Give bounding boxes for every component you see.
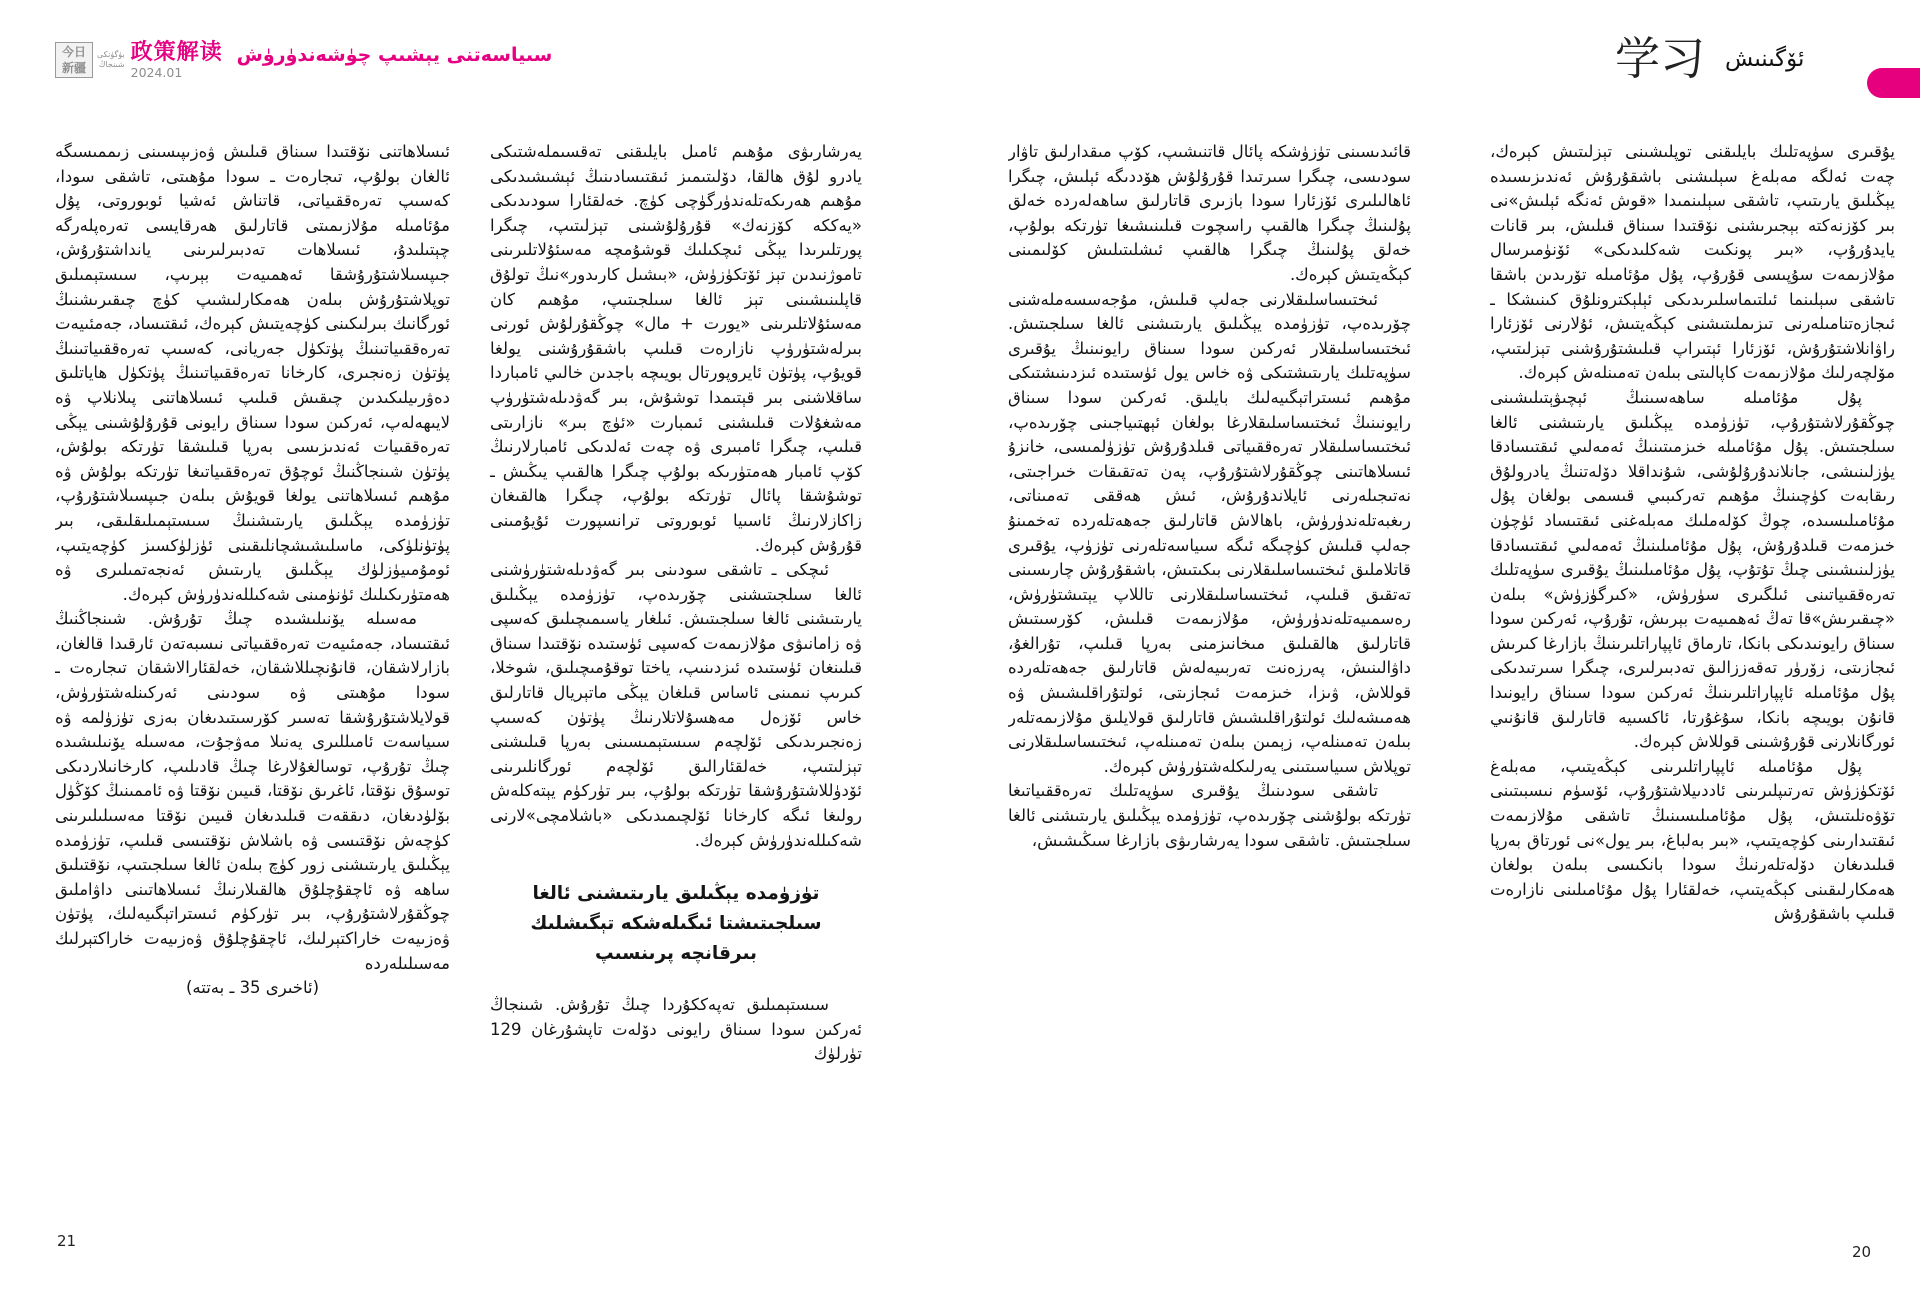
section-label-cn: 政策解读 — [130, 40, 223, 65]
section-title-ug: سىياسەتنى يېشىپ چۈشەندۈرۈش — [236, 44, 553, 66]
col1-body — [55, 140, 450, 976]
section-block — [131, 42, 223, 80]
corner-tab — [1867, 68, 1920, 98]
header-left — [55, 42, 552, 80]
text-column-left-inner — [490, 140, 862, 1260]
subheading: تۈزۈمدە يېڭىلىق يارىتىشنى ئالغا سىلجىتىشتا ئىگىلەشكە تېگىشلىك بىرقانچە پرىنسىپ — [530, 883, 822, 965]
issue-date: 2024.01 — [130, 65, 183, 80]
header-right — [1615, 30, 1804, 88]
logo-cn-top: 今日 — [61, 45, 86, 59]
text-column-left-outer — [55, 140, 450, 1240]
magazine-logo — [55, 42, 93, 78]
logo-uyghur-text: بۈگۈنكى شىنجاڭ — [97, 50, 125, 69]
col2-after — [490, 993, 862, 1067]
paragraph: ئىسلاھاتنى نۆقتىدا سىناق قىلىش ۋەزىپىسىنى زىممىسىگە ئالغان بولۇپ، تىجارەت ـ سودا مۇھىتى، تاشقى سودا، كەسىپ تەرەققىياتى، قاتناش ئەشيا ئوبوروتى، پۇل مۇئامىلە مۇلازىمىتى قاتارلىق ھەرقايسى تەرەپلەرگە چېتىلىدۇ، ئىسلاھات تەدبىرلىرىنى يانداشتۇرۇش، جىپسىلاشتۇرۇشقا ئەھمىيەت بېرىپ، سىستېمىلىق توپلاشتۇرۇش بىلەن ھەمكارلىشىپ كۈچ چىقىرىشنىڭ ئورگانىك بىرلىكىنى كۈچەيتىش كېرەك، ئىقتىساد، جەمئىيەت تەرەققىياتىنىڭ پۈتكۈل جەريانى، كەسىپ تەرەققىياتىنىڭ پۈتۈن زەنجىرى، كارخانا تەرەققىياتىنىڭ پۈتكۈل ھاياتلىق دەۋرىيلىكىدىن چىقىش قىلىپ ئىسلاھاتنى پىلانلاپ ۋە لايىھەلەپ، ئەركىن سودا سىناق رايونى قۇرۇلۇشىنى يېڭى تەرەققىيات ئەندىزىسى بەرپا قىلىشقا تۈرتكە بولۇش، پۈتۈن شىنجاڭنىڭ ئوچۇق تەرەققىياتىغا تۈرتكە بولۇش ۋە مۇھىم ئىسلاھاتنى يولغا قويۇش بىلەن جىپسىلاشتۇرۇپ، تۈزۈمدە يېڭىلىق يارىتىشنىڭ سىستېمىلىقلىقى، بىر پۈتۈنلۈكى، ماسلىشىشچانلىقىنى ئۈزلۈكسىز كۈچەيتىپ، ئومۇمىيۈزلۈك يېڭىلىق يارىتىش ئەنجەتمىلىرى ۋە ھەمتۈرىكىلىك ئۈنۈمىنى شەكىللەندۈرۈش كېرەك. — [55, 142, 450, 604]
paragraph: يەرشارىۋى مۇھىم ئامىل بايلىقنى تەقسىملەشتىكى يادرو لۇق ھالقا، دۆلىتىمىز ئىقتىسادىنىڭ ئېشىشىدىكى مۇھىم ھەرىكەتلەندۈرگۈچى كۈچ. خەلقئارا سودىدىكى «يەككە كۆزنەك» قۇرۇلۇشىنى تېزلىتىپ، چىگرا پورتلىرىدا يېڭى ئىچكىلىك قوشۇمچە مەسئۇلاتلىرىنى تاموژنىدىن تېز ئۆتكۈزۈش، «بىشىل كارىدور»نىڭ تولۇق قاپلىنىشىنى تېز ئالغا سىلجىتىپ، مۇھىم كان مەسئۇلاتلىرىنى «يورت + مال» چوڭقۇرلۇش ئورنى بىرلەشتۈرۈپ نازارەت قىلىپ باشقۇرۇشنى يولغا قويۇپ، پۈتۈن ئايروپورتال بويىچە باجدىن خالىي ئامباردا ساقلاشنى بىر قېتىمدا توشۇش، بىر گەۋدىلەشتۈرۈپ مەشغۇلات قىلىشنى ئىمبارت «ئۈچ بىر» نازارىتى قىلىپ، چىگرا ئامبىرى ۋە چەت ئەلدىكى ئامبارلارنىڭ كۆپ ئامبار ھەمتۈرىكە بولۇپ چىگرا ھالقىپ يىڭىش ـ توشۇشقا پائال تۈرتكە بولۇپ، چىگرا ھالقىغان زاكازلارنىڭ ئاسىيا ئوبوروتى ترانسپورت ئۇيۇمىنى قۇرۇش كېرەك. — [490, 142, 862, 555]
paragraph: ئىختىساسلىقلارنى جەلپ قىلىش، مۇجەسسەملەشنى چۆرىدەپ، تۈزۈمدە يېڭىلىق يارىتىشنى ئالغا سىلجىتىش. ئىختىساسلىقلار ئەركىن سودا سىناق رايونىنىڭ يۇقىرى سۈپەتلىك يارىتىشتىكى ۋە خاس يول ئۈستىدە ئىزدىنىشتىكى مۇھىم ئىستراتېگىيەلىك بايلىق. ئەركىن سودا سىناق رايونىنىڭ ئىختىساسلىقلارغا بولغان ئېھتىياجىنى چۆرىدەپ، ئىختىساسلىقلار تەرەققىياتى قىلدۇرۇش تۈزۈلمىسى، خانزۇ ئىسلاھاتىنى چوڭقۇرلاشتۇرۇپ، پەن تەتقىقات خىراجىتى، نەتىجىلەرنى ئايلاندۇرۇش، ئىش ھەققى تەمىناتى، رىغبەتلەندۈرۈش، باھالاش قاتارلىق جەھەتلەردە تەخمىنۇ جەلپ قىلىش كۈچىگە ئىگە سىياسەتلەرنى تۈزۈپ، يۇقىرى قاتلاملىق ئىختىساسلىقلارنى بىكىتىش، باشقۇرۇش چارىسىنى تەتقىق قىلىپ، ئىختىساسلىقلارنى تاللاپ يېتىشتۈرۈش، رەسمىيەتلەندۈرۈش، مۇلازىمەت قىلىش، كۆرسىتىش قاتارلىق ھالقىلىق مىخانىزمنى بەرپا قىلىپ، تۇرالغۇ، داۋالىنىش، پەرزەنت تەربىيەلەش قاتارلىق جەھەتلەردە قوللاش، ۋىزا، خىزمەت ئىجازىتى، ئولتۇراقلىشىش ۋە ھەمىشەلىك ئولتۇراقلىشىش قاتارلىق قولايلىق مۇلازىمەتلەر بىلەن تەمىنلەپ، زېمىن بىلەن تەمىنلەپ، ئىختىساسلىقلارنى توپلاش سىياسىتىنى يەرلىكلەشتۈرۈش كېرەك. — [1008, 289, 1411, 776]
continuation-note: (ئاخىرى 35 ـ بەتتە) — [185, 978, 320, 998]
text-column-right-outer — [1490, 140, 1895, 1235]
paragraph: مەسىلە يۆنىلىشىدە چىڭ تۇرۇش. شىنجاڭنىڭ ئىقتىساد، جەمئىيەت تەرەققىياتى نىسبەتەن ئارقىدا قالغان، بازارلاشقان، قانۇنچىللاشقان، خەلقئارالاشقان تىجارەت ـ سودا مۇھىتى ۋە سودىنى ئەركىنلەشتۈرۈش، قولايلاشتۇرۇشقا تەسىر كۆرسىتىدىغان بەزى تۈزۈلمە ۋە سىياسەت ئامىللىرى يەنىلا مەۋجۇت، مەسىلە يۆنىلىشىدە چىڭ تۇرۇپ، توسالغۇلارغا چىڭ قادىلىپ، كارخانىلاردىكى توسۇق نۆقتا، ئاغرىق نۆقتا، قىيىن نۆقتا ۋە ئاممىنىڭ كۆڭۈل بۆلۈدىغان، دىققەت قىلىدىغان قىيىن نۆقتا مەسىلىلىرىنى كۈچەش نۆقتىسى ۋە باشلاش نۆقتىسى قىلىپ، تۈزۈمدە يېڭىلىق يارىتىشنى زور كۈچ بىلەن ئالغا سىلجىتىپ، نۆقتىلىق ساھە ۋە ئاچقۇچلۇق ھالقىلارنىڭ ئىسلاھاتىنى داۋاملىق چوڭقۇرلاشتۇرۇپ، بىر تۈركۈم ئىستراتېگىيەلىك، پۈتۈن ۋەزىيەت خاراكتېرلىك، ئاچقۇچلۇق ۋەزىيەت خاراكتېرلىك مەسىلىلەردە — [55, 609, 450, 973]
paragraph: ئىچكى ـ تاشقى سودىنى بىر گەۋدىلەشتۈرۈشنى ئالغا سىلجىتىشنى چۆرىدەپ، تۈزۈمدە يېڭىلىق يارىتىشنى ئالغا سىلجىتىش. ئىلغار ياسىمىچىلىق كەسپى ۋە زامانىۋى مۇلازىمەت كەسپى ئۈستىدە نۆقتىدا سىناق قىلىنغان ئۈستىدە ئىزدىنىپ، ياختا توقۇمىچىلىق، شوخلا، كىرىپ نىمىنى ئاساس قىلغان يېڭى ماتېريال قاتارلىق خاس ئۆزەل مەھسۇلاتلارنىڭ پۈتۈن كەسىپ زەنجىرىدىكى ئۆلچەم سىستېمىسىنى بەرپا قىلىشنى تېزلىتىپ، خەلقئارالىق ئۆلچەم ئورگانلىرىنى ئۆدۈللاشتۇرۇشقا تۈرتكە بولۇپ، بىر تۈركۈم يېتەكلەش رولىغا ئىگە كارخانا ئۆلچىمىدىكى «باشلامچى»لارنى شەكىللەندۈرۈش كېرەك. — [490, 560, 862, 850]
study-label-ug: ئۆگىنىش — [1725, 46, 1805, 72]
study-label-cn: 学习 — [1615, 32, 1706, 85]
paragraph: قائىدىسىنى تۈزۈشكە پائال قاتنىشىپ، كۆپ مىقدارلىق تاۋار سودىسى، چىگرا سىرتىدا قۇرۇلۇش ھۆددىگە ئېلىش، چىگرا ئاھالىلىرى ئۆزئارا سودا بازىرى قاتارلىق ساھەلەردە خەلق پۇلىنىڭ چىگرا ھالقىپ راسچوت قىلىنىشىغا تۈرتكە بولۇپ، خەلق پۇلىنىڭ چىگرا ھالقىپ ئىشلىتىلىش كۆلىمىنى كېڭەيتىش كېرەك. — [1008, 142, 1411, 284]
paragraph: يۇقىرى سۈپەتلىك بايلىقنى توپلىشىنى تېزلىتىش كېرەك، چەت ئەلگە مەبلەغ سېلىشنى باشقۇرۇش ئەندىزىسىدە يېڭىلىق يارىتىپ، تاشقى سېلىنمىدا «قوش ئەنگە ئېلىش»نى بىر كۆزنەكتە بېجىرىشنى نۆقتىدا سىناق قىلىش، بىر قانات يايدۇرۇپ، «بىر پونكىت شەكلىدىكى» ئۆنۈمىرسال مۇلازىمەت سۇپىسى قۇرۇپ، پۇل مۇئامىلە تۆرىدىن باشقا تاشقى سېلىنما ئىلتىماسلىرىدىكى ئېلېكترونلۇق كىنىشكا ـ ئىجازەتنامىلەرنى تىزىملىتىشنى كېڭەيتىش، ئۇلارنى ئۆزئارا راۋانلاشتۇرۇش، ئۆزئارا ئېتىراپ قىلىشتۇرۇشنى تېزلىتىپ، مۆلچەرلىك مۇلازىمەت كاپالىتى بىلەن تەمىنلەش كېرەك. — [1490, 142, 1895, 383]
paragraph: پۇل مۇئامىلە ساھەسىنىڭ ئېچىۋېتىلىشىنى چوڭقۇرلاشتۇرۇپ، تۈزۈمدە يېڭىلىق يارىتىشنى ئالغا سىلجىتىش. پۇل مۇئامىلە خىزمىتىنىڭ ئەمەلىي ئىقتىسادقا يۈزلىنىشى، جانلاندۇرۇلۇشى، شۇنداقلا دۆلەتنىڭ يادرولۇق رىقابەت كۈچىنىڭ مۇھىم تەركىبىي قىسمى بولغان پۇل مۇئامىلىسىدە، چوڭ كۆلەملىك مەبلەغنى ئىقتىساد ئۈچۈن خىزمەت قىلدۇرۇش، پۇل مۇئامىلىنىڭ ئەمەلىي ئىقتىسادقا يۈزلىنىشىنى چىڭ تۇتۇپ، پۇل مۇئامىلىنىڭ يۇقىرى سۈپەتلىك تەرەققىياتىنى ئىلگىرى سۈرۈش، «كىرگۈزۈش» بىلەن «چىقىرىش»قا تەڭ ئەھمىيەت بېرىش، تۇرۇپ، ئەركىن سودا سىناق رايونىدىكى بانكا، تارماق ئاپپاراتلىرىنىڭ بازارغا كىرىش ئىجازىتى، زۆرۈر تەقەززالىق تەدبىرلىرى، چىگرا سىرتىدىكى پۇل مۇئامىلە ئاپپاراتلىرىنىڭ ئەركىن سودا سىناق رايونىدا قانۇن بويىچە بانكا، سۇغۇرتا، ئاكسىيە قاتارلىق قانۇنىي ئورگانلارنى قۇرۇشىنى قوللاش كېرەك. — [1490, 387, 1895, 752]
page-number-right: 20 — [1852, 1243, 1872, 1261]
logo-cn-bottom: 新疆 — [61, 61, 86, 75]
page-number-left: 21 — [57, 1232, 77, 1250]
paragraph: تاشقى سودىنىڭ يۇقىرى سۈپەتلىك تەرەققىياتىغا تۈرتكە بولۇشنى چۆرىدەپ، تۈزۈمدە يېڭىلىق يارىتىشنى ئالغا سىلجىتىش. تاشقى سودا يەرشارىۋى بازارغا سىڭىشىش، — [1008, 781, 1411, 850]
text-column-right-inner — [1008, 140, 1411, 1235]
paragraph: سىستېمىلىق تەپەككۇردا چىڭ تۇرۇش. شىنجاڭ ئەركىن سودا سىناق رايونى دۆلەت تاپشۇرغان 129 تۈرلۈك — [490, 995, 862, 1064]
paragraph: پۇل مۇئامىلە ئاپپاراتلىرىنى كېڭەيتىپ، مەبلەغ ئۆتكۈزۈش تەرتىپلىرىنى ئاددىيلاشتۇرۇپ، ئۆسۈم نىسبىتىنى تۆۋەنلىتىش، پۇل مۇئامىلىسىنىڭ تاشقى مۇلازىمەت ئىقتىدارىنى كۈچەيتىپ، «بىر بەلباغ، بىر يول»نى ئورتاق بەرپا قىلىدىغان دۆلەتلەرنىڭ سودا بانكىسى بىلەن بولغان ھەمكارلىقىنى كېڭەيتىپ، خەلقئارا پۇل مۇئامىلىنى نازارەت قىلىپ باشقۇرۇش — [1490, 756, 1895, 924]
col2-before — [490, 140, 862, 853]
